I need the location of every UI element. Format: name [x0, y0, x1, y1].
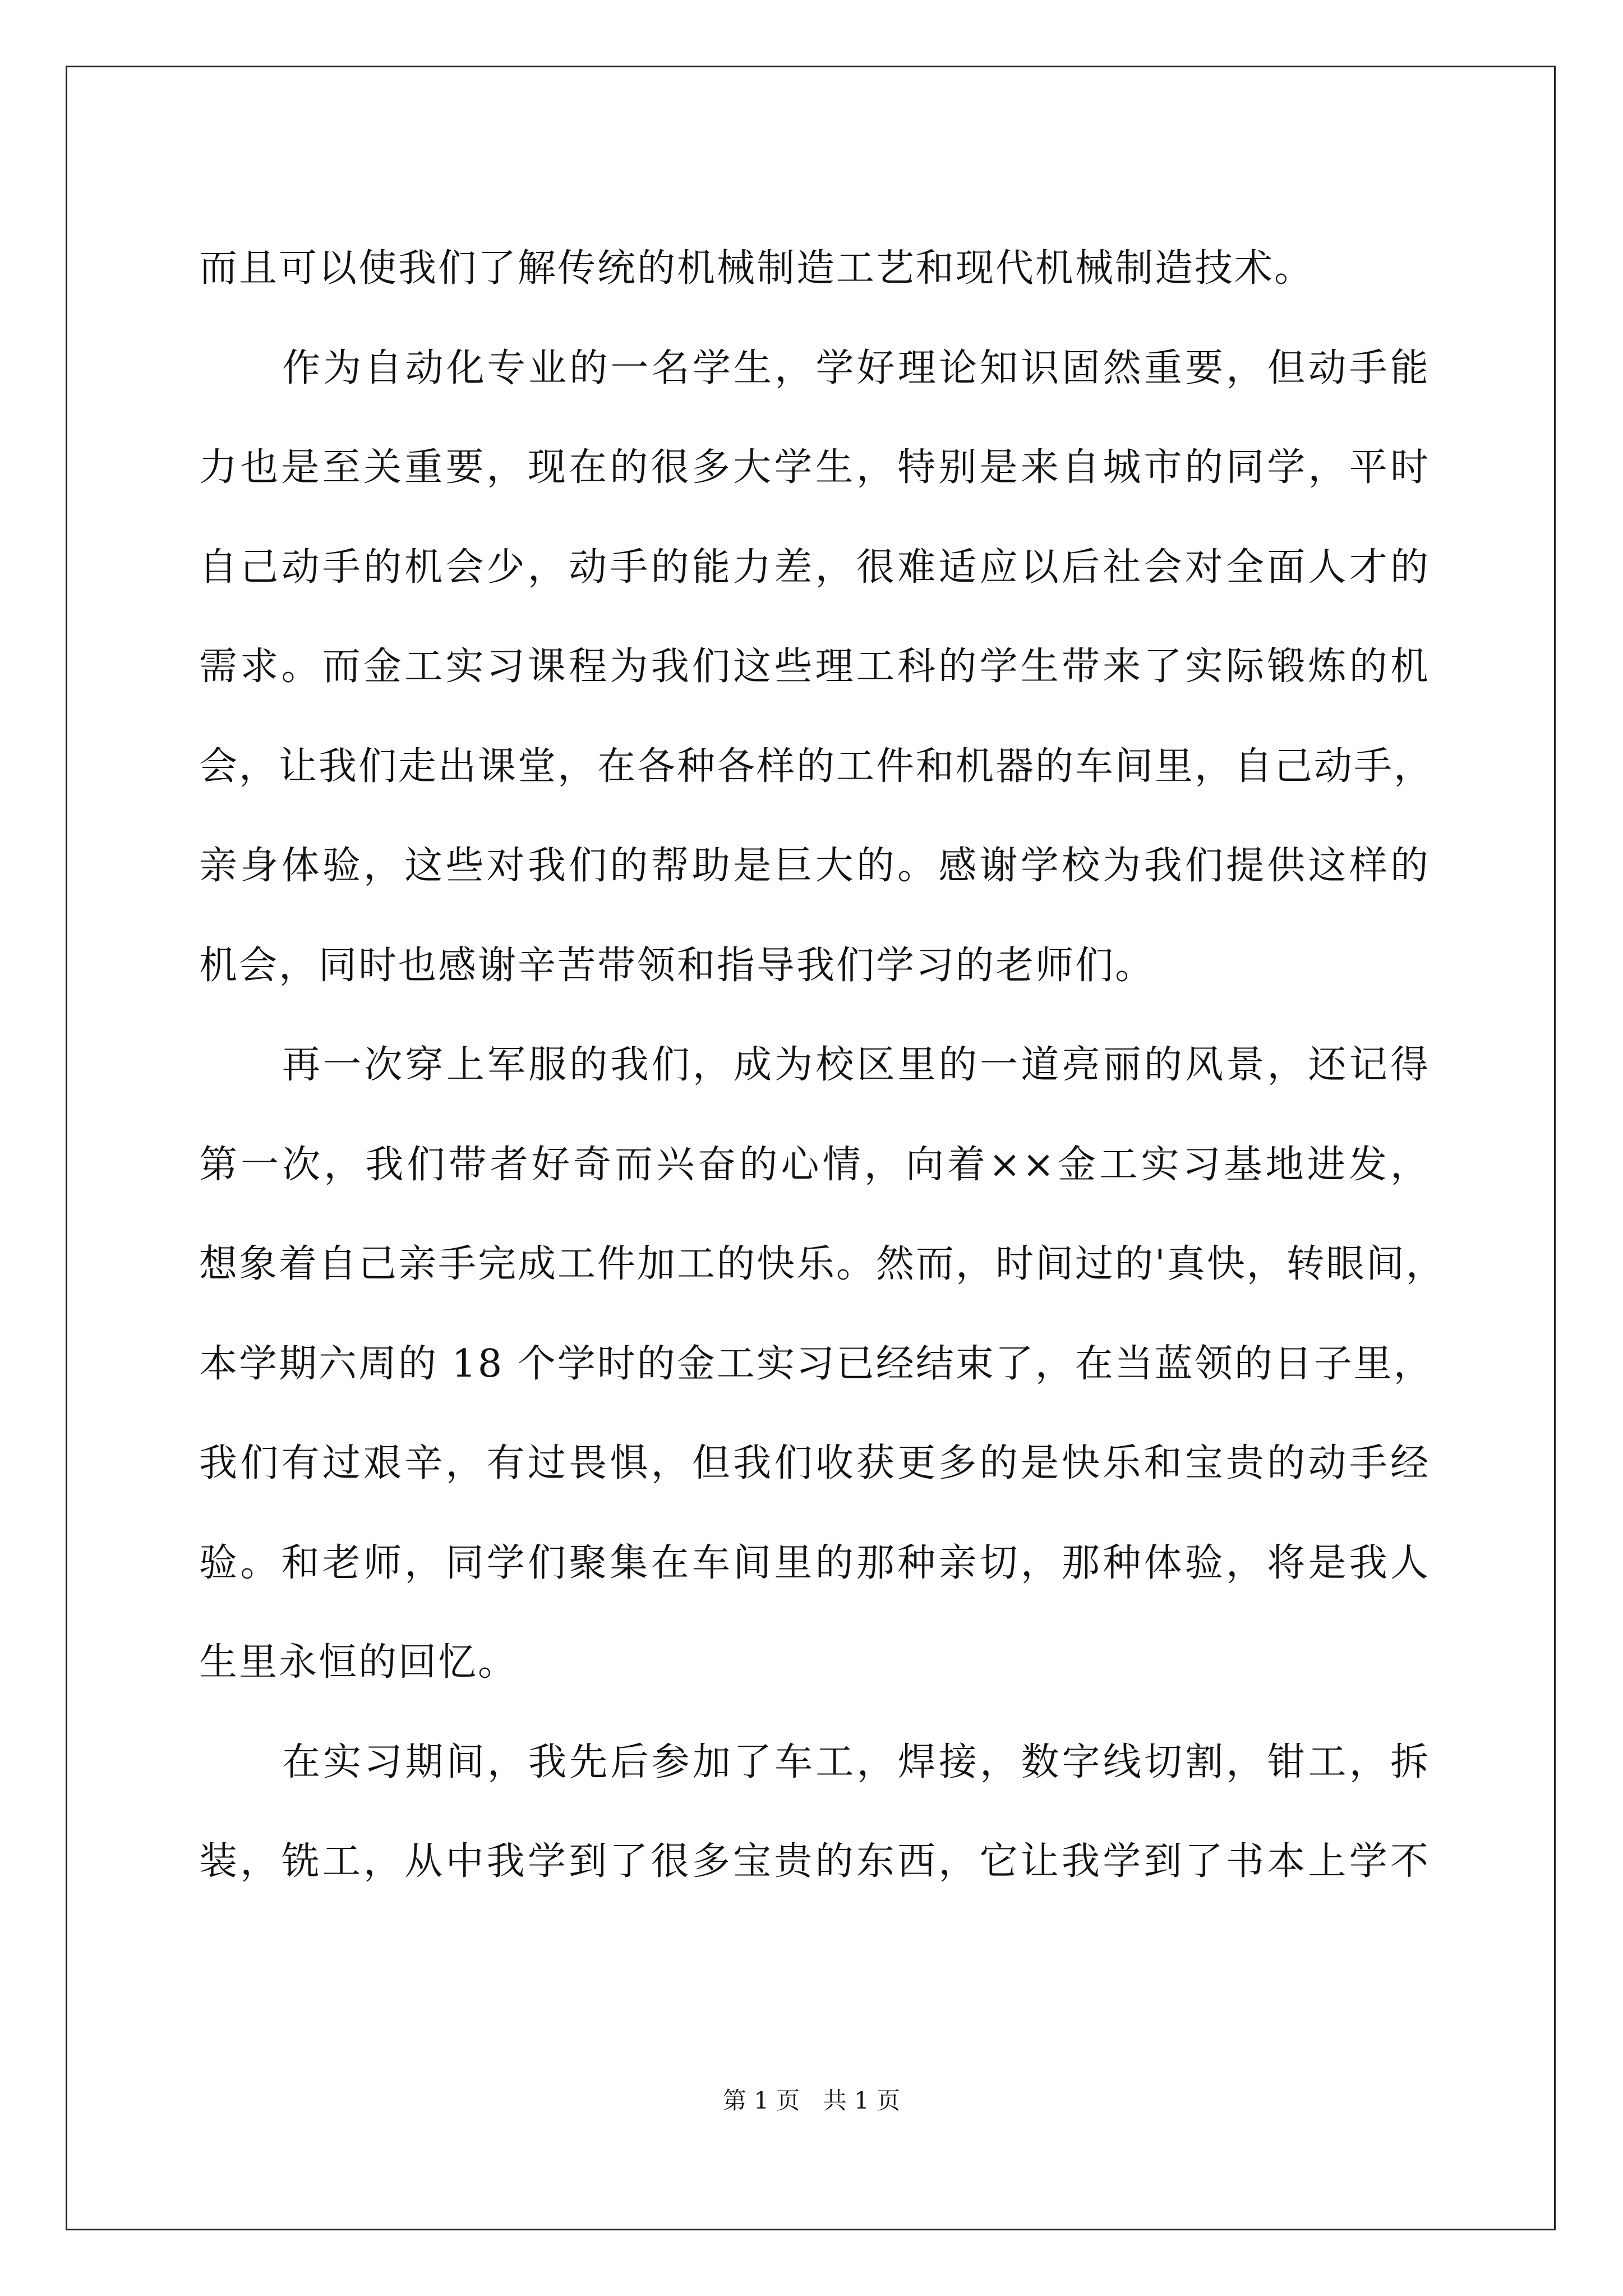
page-number-total: 共 1 页: [823, 2087, 901, 2114]
document-body: [199, 219, 1446, 1912]
text-line: 装，铣工，从中我学到了很多宝贵的东西，它让我学到了书本上学不: [199, 1839, 1430, 1884]
text-line: 自己动手的机会少，动手的能力差，很难适应以后社会对全面人才的: [199, 545, 1430, 590]
page-number-current: 第 1 页: [722, 2087, 800, 2114]
text-line: 机会，同时也感谢辛苦带领和指导我们学习的老师们。: [199, 943, 1155, 988]
text-line: 我们有过艰辛，有过畏惧，但我们收获更多的是快乐和宝贵的动手经: [199, 1441, 1430, 1485]
text-line: 第一次，我们带者好奇而兴奋的心情，向着××金工实习基地进发，: [199, 1142, 1430, 1187]
text-line: 而且可以使我们了解传统的机械制造工艺和现代机械制造技术。: [199, 246, 1315, 291]
text-line: 在实习期间，我先后参加了车工，焊接，数字线切割，钳工，拆: [282, 1740, 1430, 1784]
text-line: 想象着自己亲手完成工件加工的快乐。然而，时间过的'真快，转眼间，: [199, 1242, 1446, 1286]
text-line: 验。和老师，同学们聚集在车间里的那种亲切，那种体验，将是我人: [199, 1540, 1430, 1585]
text-line: 会，让我们走出课堂，在各种各样的工件和机器的车间里，自己动手，: [199, 744, 1434, 789]
text-line: 需求。而金工实习课程为我们这些理工科的学生带来了实际锻炼的机: [199, 645, 1430, 689]
page-footer: [0, 2082, 1623, 2116]
text-line: 生里永恒的回忆。: [199, 1640, 518, 1685]
text-line: 亲身体验，这些对我们的帮助是巨大的。感谢学校为我们提供这样的: [199, 844, 1430, 888]
text-line: 再一次穿上军服的我们，成为校区里的一道亮丽的风景，还记得: [282, 1043, 1430, 1087]
text-line: 力也是至关重要，现在的很多大学生，特别是来自城市的同学，平时: [199, 445, 1430, 490]
text-line: 作为自动化专业的一名学生，学好理论知识固然重要，但动手能: [282, 346, 1430, 390]
text-line: 本学期六周的 18 个学时的金工实习已经结束了，在当蓝领的日子里，: [199, 1341, 1433, 1386]
